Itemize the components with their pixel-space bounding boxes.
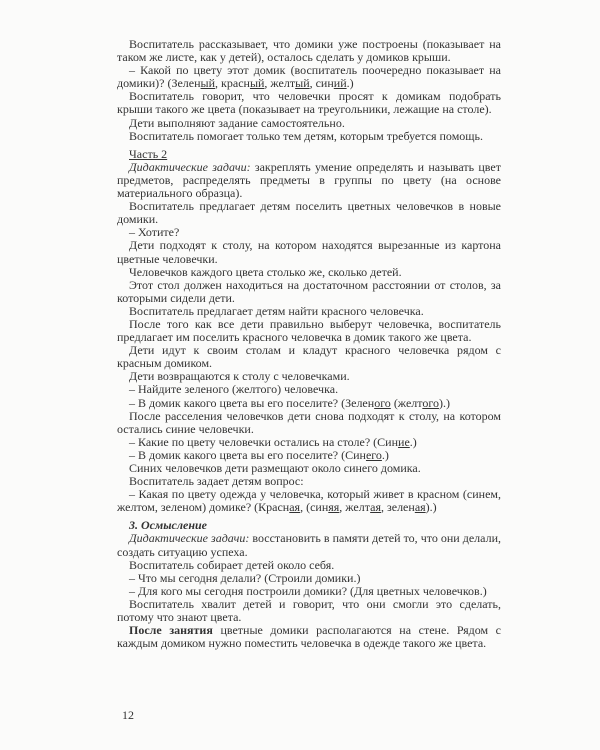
paragraph: – В домик какого цвета вы его поселите? (Синего.) (129, 447, 389, 462)
part-heading: Часть 2 (129, 146, 168, 161)
paragraph: Воспитатель хвалит детей и говорит, что они смогли это сделать, потому что знают цвета. (117, 596, 501, 625)
paragraph: Воспитатель предлагает детям поселить цветных человечков в новые домики. (117, 199, 501, 227)
paragraph: Воспитатель собирает детей около себя. (129, 557, 335, 572)
paragraph: Человечков каждого цвета столько же, сколько детей. (129, 264, 402, 279)
paragraph: – Какой по цвету этот домик (воспитатель поочередно показывает на домики)? (Зеленый, красный, желтый, синий.) (117, 63, 501, 91)
paragraph: Воспитатель предлагает детям найти красного человечка. (129, 303, 424, 318)
paragraph: Дети возвращаются к столу с человечками. (129, 369, 350, 384)
paragraph: После занятия цветные домики располагаются на стене. Рядом с каждым домиком нужно поместить человечка в одежде такого же цвета. (117, 623, 501, 651)
paragraph: Воспитатель рассказывает, что домики уже построены (показывает на таком же листе, как у детей), осталось сделать у домиков крыши. (117, 37, 501, 65)
paragraph: – Какая по цвету одежда у человечка, который живет в красном (синем, желтом, зеленом) домике? (Красная, (синяя, желтая, зеленая).) (117, 487, 501, 515)
paragraph: – Что мы сегодня делали? (Строили домики.) (129, 570, 361, 585)
paragraph: – В домик какого цвета вы его поселите? (Зеленого (желтого).) (129, 395, 450, 410)
paragraph: Воспитатель говорит, что человечки просят к домикам подобрать крыши такого же цвета (показывает на треугольники, лежащие на столе). (117, 89, 501, 117)
paragraph: Этот стол должен находиться на достаточном расстоянии от столов, за которыми сидели дети. (117, 277, 501, 305)
section-heading: 3. Осмысление (129, 518, 208, 533)
paragraph: – Для кого мы сегодня построили домики? (Для цветных человечков.) (129, 583, 487, 598)
paragraph: После того как все дети правильно выберут человечка, воспитатель предлагает им поселить красного человечка в домик такого же цвета. (117, 316, 501, 345)
paragraph: После расселения человечков дети снова подходят к столу, на котором остались синие человечки. (117, 408, 501, 436)
paragraph: Дети выполняют задание самостоятельно. (129, 115, 345, 130)
paragraph: – Какие по цвету человечки остались на столе? (Синие.) (129, 434, 417, 449)
page-number: 12 (122, 708, 134, 722)
paragraph: Дидактические задачи: восстановить в памяти детей то, что они делали, создать ситуацию успеха. (117, 531, 501, 559)
paragraph: – Хотите? (129, 225, 180, 240)
paragraph: Дети идут к своим столам и кладут красного человечка рядом с красным домиком. (117, 343, 501, 371)
paragraph: Синих человечков дети размещают около синего домика. (129, 461, 421, 475)
page-body (117, 38, 501, 650)
paragraph: Дидактические задачи: закреплять умение определять и называть цвет предметов, распределять предметы в группы по цвету (на основе материального образца). (117, 159, 501, 201)
paragraph: Дети подходят к столу, на котором находятся вырезанные из картона цветные человечки. (117, 238, 501, 266)
paragraph: – Найдите зеленого (желтого) человечка. (129, 382, 339, 397)
paragraph: Воспитатель помогает только тем детям, которым требуется помощь. (129, 128, 483, 143)
paragraph: Воспитатель задает детям вопрос: (129, 474, 304, 489)
